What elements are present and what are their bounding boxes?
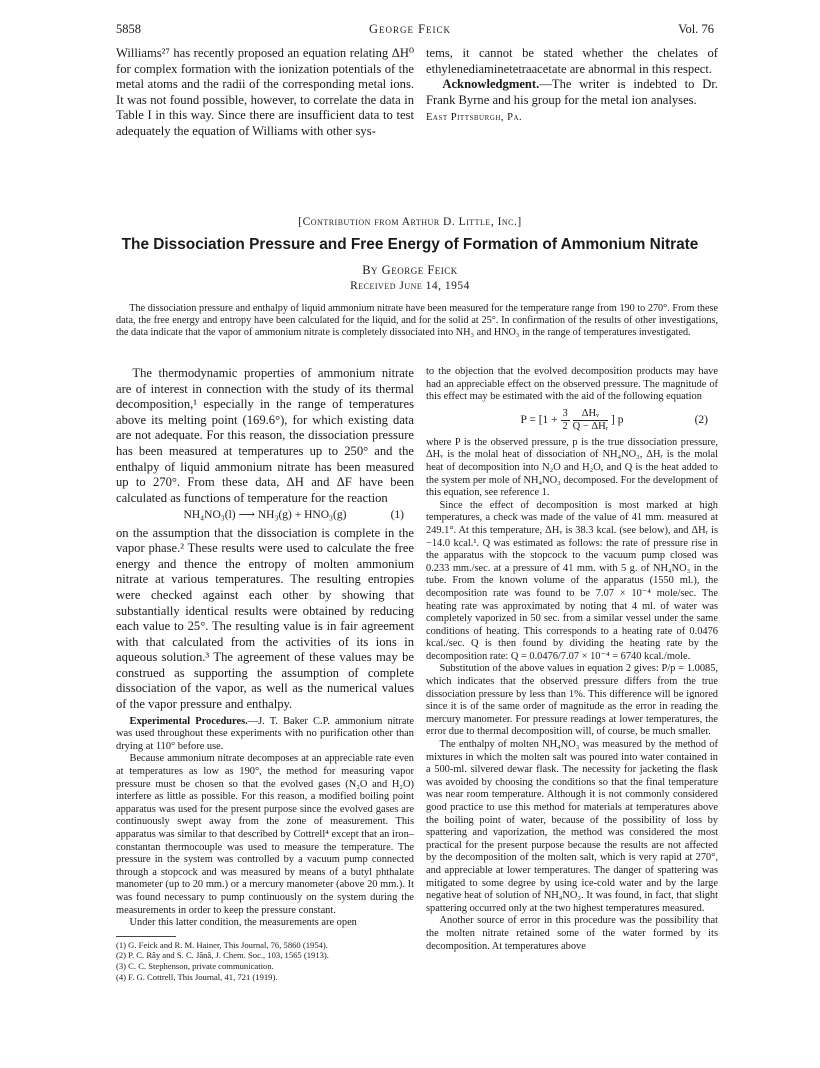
previous-article-right-column (426, 46, 718, 126)
equation-2-fraction: $\frac{\text{ΔHᵥ}}{\text{Q − ΔHᵣ}}$ (572, 407, 609, 432)
article-title: The Dissociation Pressure and Free Energy of Formation of Ammonium Nitrate (121, 236, 699, 253)
equation-1-number: (1) (390, 509, 404, 522)
footnote-rule (116, 936, 176, 937)
right-paragraph-1: to the objection that the evolved decomposition products may have had an appreciable effect on the observed pressure. The magnitude of this effect may be estimated with the aid of the following equation (426, 366, 718, 403)
equation-1-body: NH₄NO₃(l) ⟶ NH₃(g) + HNO₃(g) (183, 509, 347, 522)
footnote: (2) P. C. Rây and S. C. Jânâ, J. Chem. Soc., 103, 1565 (1913). (116, 950, 329, 961)
byline: By George Feick (362, 263, 458, 277)
left-column (116, 366, 414, 982)
intro-paragraph-1: The thermodynamic properties of ammonium nitrate are of interest in connection with the study of its thermal decomposition,¹ especially in the range of temperatures above its melting point (169.6°), for which existing data are not adequate. For this reason, the dissociation pressure has been measured at temperatures up to 250° and the enthalpy of liquid ammonium nitrate has been measured up to 270°. From these data, ΔH and ΔF have been calculated as functions of temperature for the reaction (116, 366, 414, 505)
equation-2-number: (2) (694, 413, 708, 426)
footnotes (116, 940, 414, 982)
experimental-heading: Experimental Procedures. (129, 715, 248, 727)
right-paragraph-4: Substitution of the above values in equation 2 gives: P/p = 1.0085, which indicates that the observed pressure differs from the true dissociation pressure by less than 1%. This difference will be ignored since it is of the same order of magnitude as the error in reading the mercury manometer. For pressure readings at lower temperatures, the error due to thermal decomposition will, of course, be much smaller. (426, 663, 718, 738)
experimental-text-2: Because ammonium nitrate decomposes at an appreciable rate even at temperatures as low as 190°, the method for measuring vapor pressure must be chosen so that the evolved gases (N₂O and H₂O) interfere as little as possible. For this reason, a modified boiling point apparatus was used for the present purpose since the evolved gases are continuously swept away from the zone of measurement. This apparatus was similar to that described by Cottrell⁴ except that an iron–constantan thermocouple was used to measure the temperature. The pressure in the system was controlled by a vacuum pump connected through a stopcock and was measured by means of a butyl phthalate manometer (up to 20 mm.) or a mercury manometer (above 20 mm.). It was found necessary to pump continuously on the system during the measurements in order to keep the pressure constant. (116, 753, 414, 916)
intro-paragraph-2: on the assumption that the dissociation is complete in the vapor phase.² These results were used to calculate the free energy and thence the entropy of molten ammonium nitrate at various temperatures. The resulting entropies were checked against each other by showing that substantially identical results were obtained by reducing each value to 25°. The resulting value is in fair agreement with that calculated from the activities of its ions in aqueous solution.³ The agreement of these values may be construed as supporting the assumption of complete dissociation of the vapor, as well as the numerical values of the vapor pressure and enthalpy. (116, 525, 414, 712)
equation-2-rhs: ] p (611, 413, 624, 426)
equation-1 (116, 509, 414, 522)
footnote: (4) F. G. Cottrell, This Journal, 41, 721 (1919). (116, 971, 278, 982)
footnote: (1) G. Feick and R. M. Hainer, This Journal, 76, 5860 (1954). (116, 939, 328, 950)
acknowledgment-heading: Acknowledgment. (442, 77, 540, 92)
volume-label: Vol. 76 (678, 22, 714, 36)
author-location: East Pittsburgh, Pa. (426, 112, 523, 124)
abstract (116, 303, 718, 340)
equation-2 (426, 408, 718, 433)
equation-2-coefficient: $\frac{3}{2}$ (562, 407, 568, 432)
running-title: George Feick (368, 22, 452, 36)
equation-2-lhs: P = [1 + (520, 413, 558, 426)
experimental-text-3: Under this latter condition, the measurements are open (129, 917, 357, 929)
right-paragraph-5: The enthalpy of molten NH₄NO₃ was measured by the method of mixtures in which the molten salt was poured into water contained in a 500-ml. silvered dewar flask. The necessity for jacketing the flask was avoided by choosing the conditions so that the final temperature was near room temperature. Although it is not commonly considered good practice to use this method for materials at temperatures above the boiling point of water, because of the possibility of loss by spattering and vaporization, the method was considered the most practical for the present purpose because the results are not affected by the decomposition of the molten salt, which is very rapid at 270°, and appreciable at lower temperatures. The danger of spattering was mitigated to some degree by using ice-cold water and by the large negative heat of solution of NH₄NO₃. It was found, in fact, that slight spattering occurred only at the two highest temperatures measured. (426, 739, 718, 914)
experimental-text-1: —J. T. Baker C.P. ammonium nitrate was used throughout these experiments with no purification other than drying at 110° before use. (116, 715, 414, 752)
received-date: Received June 14, 1954 (350, 280, 470, 292)
previous-article-text: Williams²⁷ has recently proposed an equation relating ΔH⁰ for complex formation with the ionization potentials of the metal atoms and the radii of the corresponding metal ions. It was not found possible, however, to correlate the data in Table I in this way. Since there are insufficient data to test adequately the equation of Williams with other sys- (116, 46, 414, 138)
previous-article-left-column (116, 46, 414, 140)
abstract-text: The dissociation pressure and enthalpy of liquid ammonium nitrate have been measured for the temperature range from 190 to 270°. From these data, the free energy and entropy have been calculated for the liquid, and for the solid at 25°. In confirmation of the results of other investigations, the data indicate that the vapor of ammonium nitrate is completely dissociated into NH₃ and HNO₃ in the range of temperatures investigated. (116, 303, 718, 339)
right-paragraph-3: Since the effect of decomposition is most marked at high temperatures, a check was made of the value of 41 mm. measured at 249.1°. At this temperature, ΔHᵥ is 38.3 kcal. (see below), and ΔHᵣ is −14.0 kcal.¹. Q was estimated as follows: the rate of pressure rise in the apparatus with the stopcock to the vacuum pump closed was 0.233 mm./sec. at a pressure of 41 mm. with 5 g. of NH₄NO₃ in the tube. From the known volume of the apparatus (1550 ml.), the decomposition rate was found to be 7.07 × 10⁻⁴ mole/sec. The heating rate was approximated by noting that 4 ml. of water was completely vaporized in 50 sec. from a similar vessel under the same conditions of heating. This corresponds to a heating rate of 0.0476 kcal./sec. Q is then found by dividing the heating rate by the decomposition rate: Q = 0.0476/7.07 × 10⁻⁴ = 6740 kcal./mole. (426, 499, 718, 662)
right-column (426, 366, 718, 953)
right-paragraph-2: where P is the observed pressure, p is the true dissociation pressure, ΔHᵥ is the molal heat of dissociation of NH₄NO₃, ΔHᵣ is the molal heat of decomposition into N₂O and H₂O, and Q is the heat added to the system per mole of NH₄NO₃ decomposed. For the development of this equation, see reference 1. (426, 436, 718, 499)
previous-article-continuation: tems, it cannot be stated whether the chelates of ethylenediaminetetraacetate are abnormal in this respect. (426, 46, 718, 76)
acknowledgment-text: —The writer is indebted to Dr. Frank Byrne and his group for the metal ion analyses. (426, 77, 718, 107)
contribution-note: [Contribution from Arthur D. Little, Inc.] (298, 216, 522, 228)
right-paragraph-6: Another source of error in this procedure was the possibility that the molten nitrate retained some of the water formed by its decomposition. At temperatures above (426, 915, 718, 952)
footnote: (3) C. C. Stephenson, private communication. (116, 960, 274, 971)
page-number: 5858 (116, 22, 141, 36)
